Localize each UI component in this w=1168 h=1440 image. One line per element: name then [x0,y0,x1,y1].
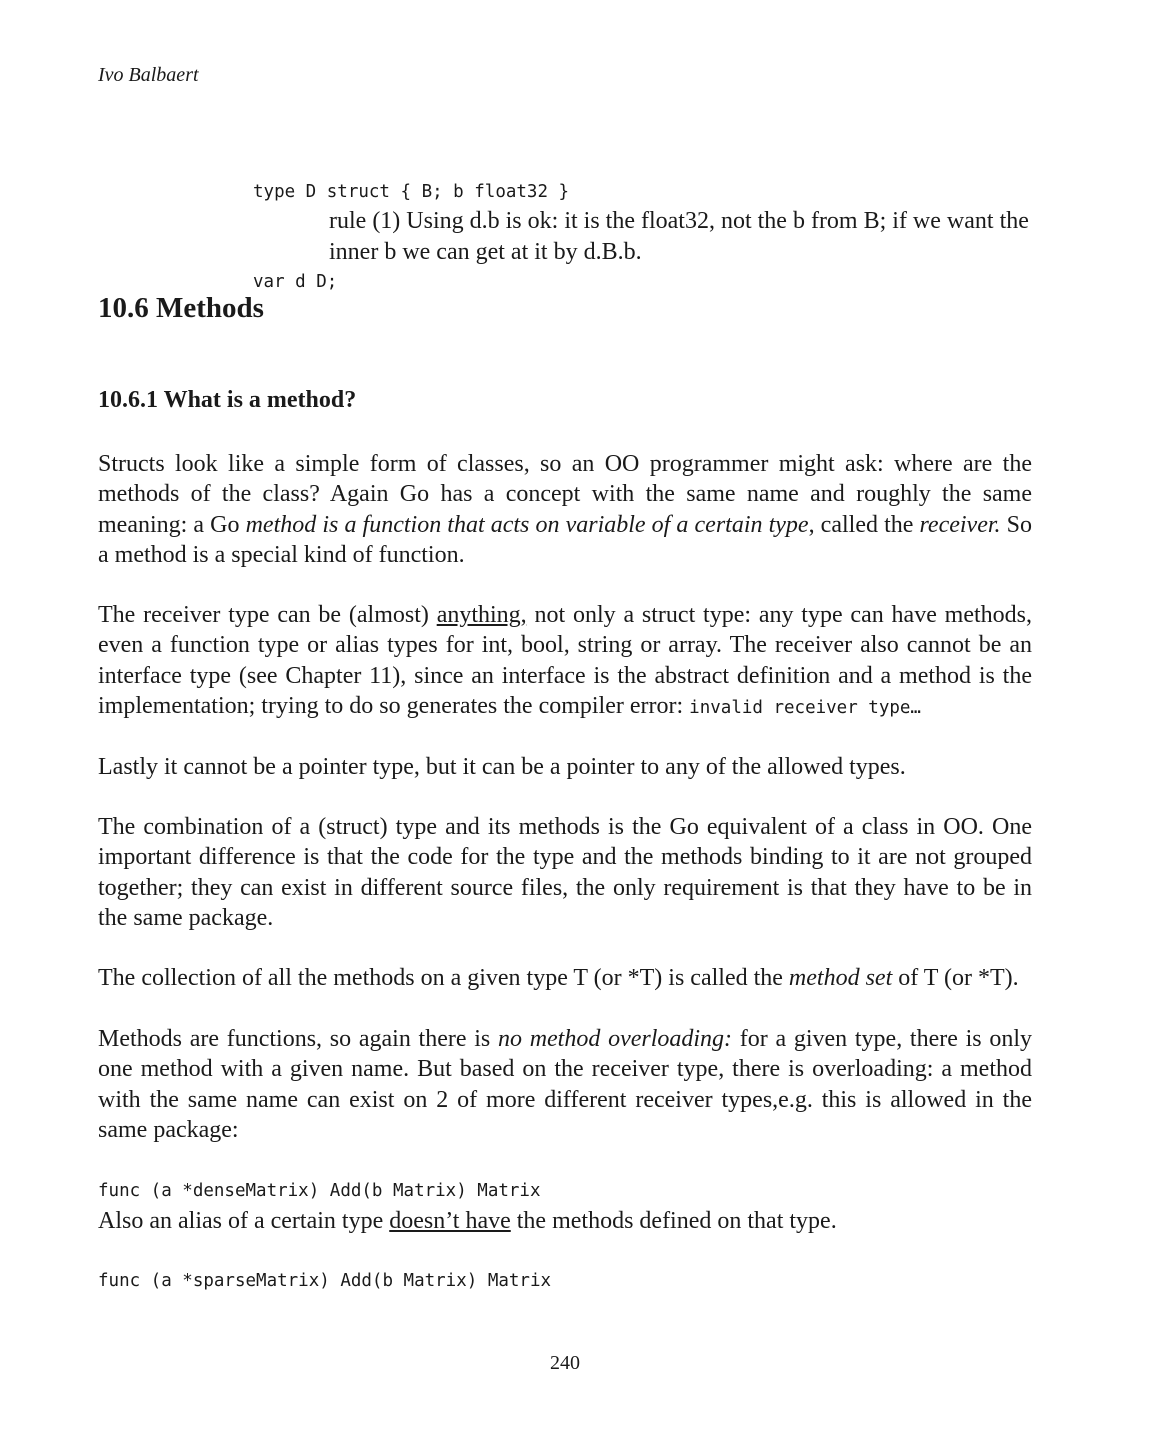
rule-note: rule (1) Using d.b is ok: it is the float32, not the b from B; if we want the inner b we can get at it by d.B.b. [329,208,1029,265]
text: Structs look like a simple form of classes, so an OO programmer might ask: where are the methods of the class? Again Go has a concept with the same name and roughly the same meaning: a Go [98,451,1032,538]
code-line: var d D; [253,272,338,292]
text: , called the [808,511,920,538]
text: the methods defined on that type. [510,1208,837,1234]
text: not only a struct type: any type can have methods, even a function type or alias types for int, bool, string or array. The receiver also cannot be an interface type (see Chapter 11), since an interface is the abstract definition and a method is the implementation; trying to do so generates the compiler error: [98,602,1032,719]
paragraph-combination: The combination of a (struct) type and its methods is the Go equivalent of a class in OO. One important difference is that the code for the type and the methods binding to it are not grouped together; they can exist in different source files, the only requirement is that they have to be in the same package. [98,814,1032,931]
inline-code: invalid receiver type… [689,697,921,718]
underlined-text: anything, [436,602,527,628]
code-line: type D struct { B; b float32 } [253,182,570,202]
section-heading: 10.6 Methods [98,292,264,324]
code-line: func (a *sparseMatrix) Add(b Matrix) Matrix [98,1271,552,1291]
italic-text: no method overloading: [497,1026,733,1052]
text: The collection of all the methods on a given type T (or *T) is called the [98,965,789,991]
running-header-author: Ivo Balbaert [98,64,199,86]
text: Also an alias of a certain type [98,1208,390,1234]
underlined-text: doesn’t have [389,1208,511,1234]
text: Methods are functions, so again there is [98,1026,498,1052]
page-number: 240 [550,1352,580,1374]
paragraph-alias [98,1206,1032,1236]
subsection-heading: 10.6.1 What is a method? [98,387,357,413]
italic-text: method set [788,965,893,991]
code-line: func (a *denseMatrix) Add(b Matrix) Matrix [98,1181,541,1201]
text: So a method is a special kind of function. [98,511,1032,568]
text: The receiver type can be (almost) [98,602,437,628]
italic-text: receiver. [919,511,1001,538]
text: of T (or *T). [892,965,1019,991]
paragraph-pointer-type: Lastly it cannot be a pointer type, but it can be a pointer to any of the allowed types. [98,754,906,780]
paragraph-what-is-method [98,449,1032,570]
paragraph-method-set [98,963,1032,993]
italic-text: method is a function that acts on variable of a certain type [245,511,809,538]
text: for a given type, there is only one method with a given name. But based on the receiver type, there is overloading: a method with the same name can exist on 2 of more different receiver types,e.g. this is allowed in the same package: [98,1026,1033,1143]
paragraph-receiver-type [98,600,1032,723]
